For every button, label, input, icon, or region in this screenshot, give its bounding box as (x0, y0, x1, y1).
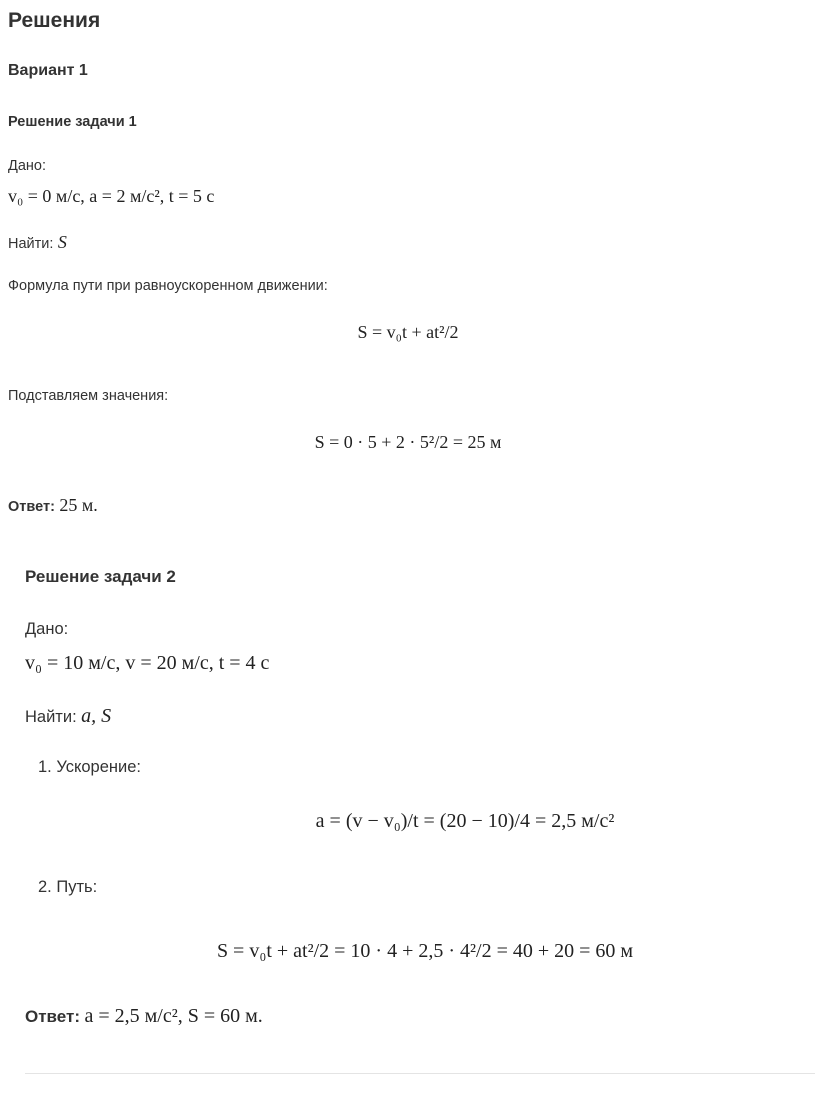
task2-answer-value: a = 2,5 м/с², S = 60 м. (84, 1005, 263, 1027)
task1-formula-math: S = v₀t + at²/2 (357, 322, 459, 342)
page-title: Решения (8, 9, 101, 32)
task1-find-label: Найти: (8, 236, 54, 252)
task1-substitute-text: Подставляем значения: (8, 388, 169, 404)
task2-step2-math: S = v₀t + at²/2 = 10 · 4 + 2,5 · 4²/2 = 40 + 20 = 60 м (216, 940, 634, 962)
task2-find-var: a, S (81, 705, 112, 727)
task1-given-label: Дано: (8, 158, 46, 174)
task2-find (25, 705, 111, 728)
task2-given-math: v₀ = 10 м/с, v = 20 м/с, t = 4 с (25, 652, 270, 674)
variant-title: Вариант 1 (8, 62, 88, 79)
task1-title: Решение задачи 1 (8, 114, 137, 130)
task1-find (8, 232, 67, 253)
task1-answer (8, 495, 98, 516)
task2-step1-math: a = (v − v₀)/t = (20 − 10)/4 = 2,5 м/с² (315, 810, 615, 832)
task2-answer-label: Ответ: (25, 1007, 80, 1026)
task1-formula-text: Формула пути при равноускоренном движении: (8, 278, 328, 294)
task1-given-math: v₀ = 0 м/с, a = 2 м/с², t = 5 с (8, 186, 215, 206)
task2-step2-label: 2. Путь: (38, 878, 98, 896)
task2-given-label: Дано: (25, 620, 69, 638)
task1-find-var: S (57, 232, 67, 252)
task2-step1-label: 1. Ускорение: (38, 758, 141, 776)
task1-answer-label: Ответ: (8, 499, 55, 515)
task2-find-label: Найти: (25, 708, 77, 726)
task2-answer (25, 1005, 263, 1028)
task2-title: Решение задачи 2 (25, 567, 176, 586)
divider (25, 1073, 815, 1074)
task1-answer-value: 25 м. (59, 495, 98, 515)
task1-substitute-math: S = 0 · 5 + 2 · 5²/2 = 25 м (314, 432, 502, 452)
